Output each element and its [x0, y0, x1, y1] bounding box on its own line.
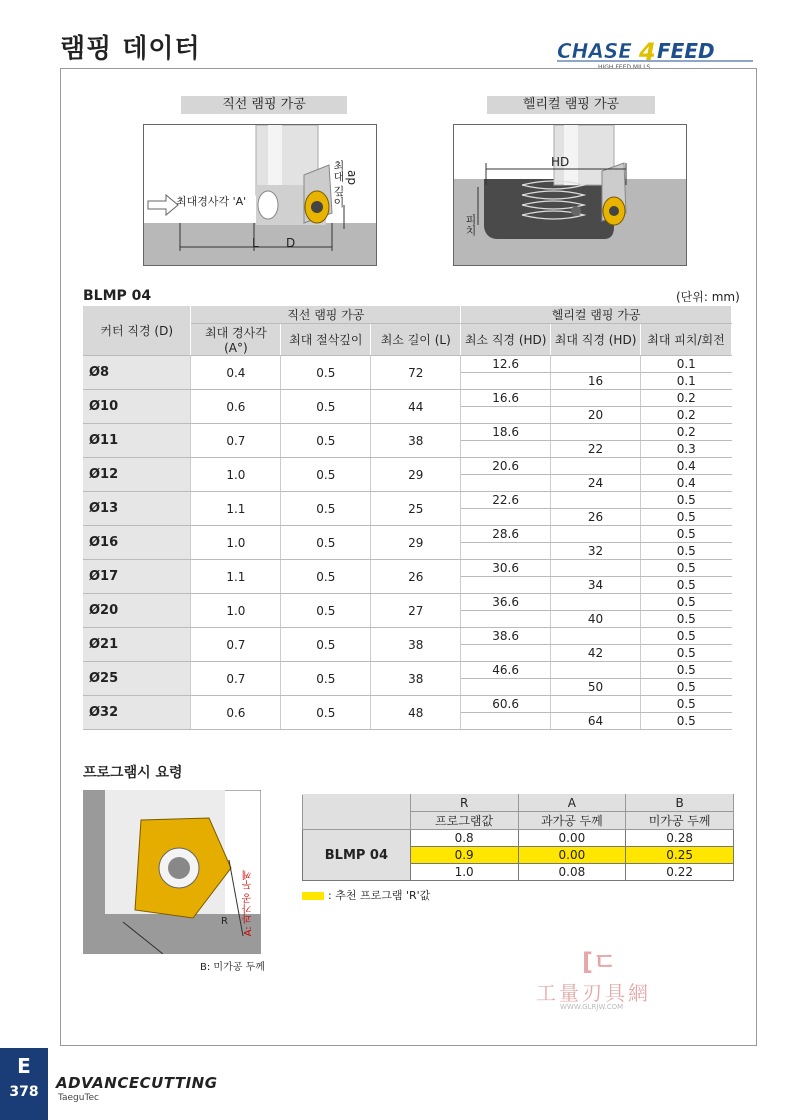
- table-row: [83, 356, 732, 373]
- pitch-cell: 0.5: [641, 543, 732, 560]
- program-row-label: BLMP 04: [303, 830, 411, 881]
- min-length-cell: 25: [371, 492, 461, 526]
- pitch-cell: 0.5: [641, 713, 732, 730]
- prog-r-2: 0.9: [410, 847, 518, 864]
- col-A-sub: 과가공 두께: [518, 812, 626, 830]
- pitch-cell: 0.5: [641, 611, 732, 628]
- max-hd-cell: 40: [551, 611, 641, 628]
- empty-cell: [551, 696, 641, 713]
- min-hd-cell: 12.6: [461, 356, 551, 373]
- max-hd-cell: 26: [551, 509, 641, 526]
- prog-b-3: 0.22: [626, 864, 734, 881]
- header-max-angle: 최대 경사각 (A°): [191, 324, 281, 356]
- watermark-text: 工量刃具網: [536, 981, 651, 1005]
- max-depth-cell: 0.5: [281, 696, 371, 730]
- header-straight-ramping: 직선 램핑 가공: [191, 306, 461, 324]
- max-hd-cell: 32: [551, 543, 641, 560]
- min-hd-cell: 38.6: [461, 628, 551, 645]
- program-title: 프로그램시 요령: [83, 765, 183, 781]
- table-row: [83, 696, 732, 713]
- pitch-cell: 0.5: [641, 696, 732, 713]
- min-length-cell: 29: [371, 526, 461, 560]
- empty-cell: [461, 509, 551, 526]
- table-row: [83, 662, 732, 679]
- empty-cell: [461, 543, 551, 560]
- label-B-undercut: B: 미가공 두께: [200, 962, 265, 973]
- cutter-diameter-cell: Ø25: [83, 662, 191, 696]
- table-row: [83, 424, 732, 441]
- max-depth-cell: 0.5: [281, 424, 371, 458]
- empty-cell: [461, 679, 551, 696]
- max-angle-cell: 1.1: [191, 492, 281, 526]
- table-title: BLMP 04: [83, 288, 152, 304]
- max-hd-cell: 50: [551, 679, 641, 696]
- header-min-hd: 최소 직경 (HD): [461, 324, 551, 356]
- max-depth-cell: 0.5: [281, 390, 371, 424]
- prog-b-1: 0.28: [626, 830, 734, 847]
- max-angle-cell: 0.6: [191, 696, 281, 730]
- empty-cell: [461, 577, 551, 594]
- col-B-sub: 미가공 두께: [626, 812, 734, 830]
- max-angle-cell: 0.7: [191, 424, 281, 458]
- svg-text:FEED: FEED: [657, 39, 715, 63]
- table-row: [83, 594, 732, 611]
- header-helical-ramping: 헬리컬 램핑 가공: [461, 306, 732, 324]
- max-hd-cell: 22: [551, 441, 641, 458]
- cutter-diameter-cell: Ø16: [83, 526, 191, 560]
- pitch-cell: 0.5: [641, 679, 732, 696]
- table-row: [83, 458, 732, 475]
- min-hd-cell: 46.6: [461, 662, 551, 679]
- ramping-table: [83, 306, 732, 730]
- empty-cell: [461, 441, 551, 458]
- min-hd-cell: 30.6: [461, 560, 551, 577]
- max-angle-label: 최대경사각 'A': [176, 195, 247, 208]
- max-angle-cell: 0.7: [191, 628, 281, 662]
- header-min-length: 최소 길이 (L): [371, 324, 461, 356]
- pitch-cell: 0.5: [641, 645, 732, 662]
- page-title: 램핑 데이터: [60, 34, 201, 64]
- max-depth-cell: 0.5: [281, 356, 371, 390]
- col-R-sub: 프로그램값: [410, 812, 518, 830]
- prog-a-3: 0.08: [518, 864, 626, 881]
- pitch-cell: 0.2: [641, 390, 732, 407]
- max-hd-cell: 34: [551, 577, 641, 594]
- label-D: D: [286, 236, 296, 250]
- pitch-cell: 0.1: [641, 356, 732, 373]
- watermark-symbol: [ㄷ: [582, 948, 617, 976]
- empty-cell: [461, 475, 551, 492]
- prog-a-1: 0.00: [518, 830, 626, 847]
- max-depth-cell: 0.5: [281, 662, 371, 696]
- max-angle-cell: 0.6: [191, 390, 281, 424]
- pitch-cell: 0.5: [641, 594, 732, 611]
- label-A-overcut: A: 과가공 두께: [243, 870, 254, 937]
- cutter-diameter-cell: Ø12: [83, 458, 191, 492]
- max-depth-cell: 0.5: [281, 560, 371, 594]
- pitch-cell: 0.5: [641, 662, 732, 679]
- empty-cell: [461, 373, 551, 390]
- col-B-header: B: [626, 795, 734, 812]
- header-max-pitch: 최대 피치/회전: [641, 324, 732, 356]
- header-max-depth: 최대 절삭깊이: [281, 324, 371, 356]
- pitch-cell: 0.2: [641, 407, 732, 424]
- min-length-cell: 26: [371, 560, 461, 594]
- min-length-cell: 48: [371, 696, 461, 730]
- cutter-diameter-cell: Ø13: [83, 492, 191, 526]
- watermark-url: WWW.GLRJW.COM: [560, 1003, 624, 1011]
- svg-text:CHASE: CHASE: [557, 39, 632, 63]
- min-length-cell: 38: [371, 662, 461, 696]
- label-HD: HD: [551, 155, 570, 169]
- cutter-diameter-cell: Ø17: [83, 560, 191, 594]
- empty-cell: [551, 662, 641, 679]
- table-row: [83, 628, 732, 645]
- pitch-cell: 0.3: [641, 441, 732, 458]
- section-tab: [0, 1048, 48, 1120]
- min-hd-cell: 28.6: [461, 526, 551, 543]
- max-hd-cell: 16: [551, 373, 641, 390]
- program-table: [302, 794, 734, 881]
- legend: [302, 887, 430, 903]
- unit-label: (단위: mm): [676, 290, 740, 304]
- min-hd-cell: 36.6: [461, 594, 551, 611]
- insert-program-diagram: [83, 790, 261, 954]
- prog-a-2: 0.00: [518, 847, 626, 864]
- helical-ramp-title: 헬리컬 램핑 가공: [487, 96, 655, 114]
- table-row: [83, 492, 732, 509]
- cutter-diameter-cell: Ø11: [83, 424, 191, 458]
- min-hd-cell: 22.6: [461, 492, 551, 509]
- pitch-cell: 0.5: [641, 509, 732, 526]
- min-hd-cell: 16.6: [461, 390, 551, 407]
- empty-cell: [551, 628, 641, 645]
- cutter-diameter-cell: Ø20: [83, 594, 191, 628]
- min-length-cell: 44: [371, 390, 461, 424]
- pitch-cell: 0.5: [641, 492, 732, 509]
- prog-b-2: 0.25: [626, 847, 734, 864]
- empty-cell: [461, 611, 551, 628]
- col-A-header: A: [518, 795, 626, 812]
- max-angle-cell: 0.7: [191, 662, 281, 696]
- max-angle-cell: 0.4: [191, 356, 281, 390]
- empty-cell: [551, 526, 641, 543]
- empty-cell: [551, 390, 641, 407]
- cutter-diameter-cell: Ø8: [83, 356, 191, 390]
- max-depth-cell: 0.5: [281, 526, 371, 560]
- cutter-diameter-cell: Ø32: [83, 696, 191, 730]
- empty-cell: [461, 645, 551, 662]
- min-hd-cell: 18.6: [461, 424, 551, 441]
- table-row: [83, 526, 732, 543]
- max-hd-cell: 20: [551, 407, 641, 424]
- pitch-cell: 0.4: [641, 458, 732, 475]
- max-angle-cell: 1.0: [191, 526, 281, 560]
- empty-cell: [461, 407, 551, 424]
- pitch-cell: 0.5: [641, 560, 732, 577]
- header-max-hd: 최대 직경 (HD): [551, 324, 641, 356]
- svg-text:HIGH FEED MILLS: HIGH FEED MILLS: [598, 64, 651, 70]
- max-depth-cell: 0.5: [281, 458, 371, 492]
- pitch-cell: 0.5: [641, 628, 732, 645]
- max-hd-cell: 64: [551, 713, 641, 730]
- max-angle-cell: 1.0: [191, 594, 281, 628]
- max-hd-cell: 24: [551, 475, 641, 492]
- min-length-cell: 27: [371, 594, 461, 628]
- max-depth-label: 최대 깊이: [332, 160, 345, 208]
- cutter-diameter-cell: Ø10: [83, 390, 191, 424]
- pitch-cell: 0.5: [641, 526, 732, 543]
- table-row: [83, 390, 732, 407]
- helical-ramp-diagram: [453, 124, 687, 266]
- pitch-label: 피치: [464, 214, 477, 236]
- empty-cell: [461, 713, 551, 730]
- table-row: [83, 560, 732, 577]
- col-R-header: R: [410, 795, 518, 812]
- max-angle-cell: 1.1: [191, 560, 281, 594]
- empty-cell: [551, 594, 641, 611]
- max-depth-cell: 0.5: [281, 594, 371, 628]
- max-depth-cell: 0.5: [281, 492, 371, 526]
- header-cutter-diameter: 커터 직경 (D): [83, 306, 191, 356]
- max-hd-cell: 42: [551, 645, 641, 662]
- pitch-cell: 0.2: [641, 424, 732, 441]
- chase4feed-logo: [553, 36, 758, 70]
- prog-r-3: 1.0: [410, 864, 518, 881]
- empty-cell: [551, 458, 641, 475]
- min-length-cell: 72: [371, 356, 461, 390]
- empty-cell: [551, 356, 641, 373]
- legend-swatch: [302, 892, 324, 900]
- page-number: 378: [9, 1084, 39, 1100]
- pitch-cell: 0.4: [641, 475, 732, 492]
- min-hd-cell: 20.6: [461, 458, 551, 475]
- min-length-cell: 38: [371, 424, 461, 458]
- advance-cutting-logo: ADVANCECUTTING: [56, 1074, 218, 1092]
- cutter-diameter-cell: Ø21: [83, 628, 191, 662]
- max-depth-cell: 0.5: [281, 628, 371, 662]
- company-name: TaeguTec: [58, 1093, 99, 1103]
- prog-r-1: 0.8: [410, 830, 518, 847]
- empty-cell: [551, 424, 641, 441]
- straight-ramp-title: 직선 램핑 가공: [181, 96, 347, 114]
- min-length-cell: 29: [371, 458, 461, 492]
- section-letter: E: [17, 1054, 31, 1078]
- legend-text: : 추천 프로그램 'R'값: [328, 889, 431, 902]
- label-L: L: [252, 236, 259, 250]
- max-angle-cell: 1.0: [191, 458, 281, 492]
- empty-cell: [551, 492, 641, 509]
- min-hd-cell: 60.6: [461, 696, 551, 713]
- pitch-cell: 0.1: [641, 373, 732, 390]
- ap-label: ap: [345, 170, 359, 185]
- label-R: R: [221, 916, 228, 927]
- min-length-cell: 38: [371, 628, 461, 662]
- pitch-cell: 0.5: [641, 577, 732, 594]
- empty-cell: [551, 560, 641, 577]
- svg-text:4: 4: [639, 38, 656, 66]
